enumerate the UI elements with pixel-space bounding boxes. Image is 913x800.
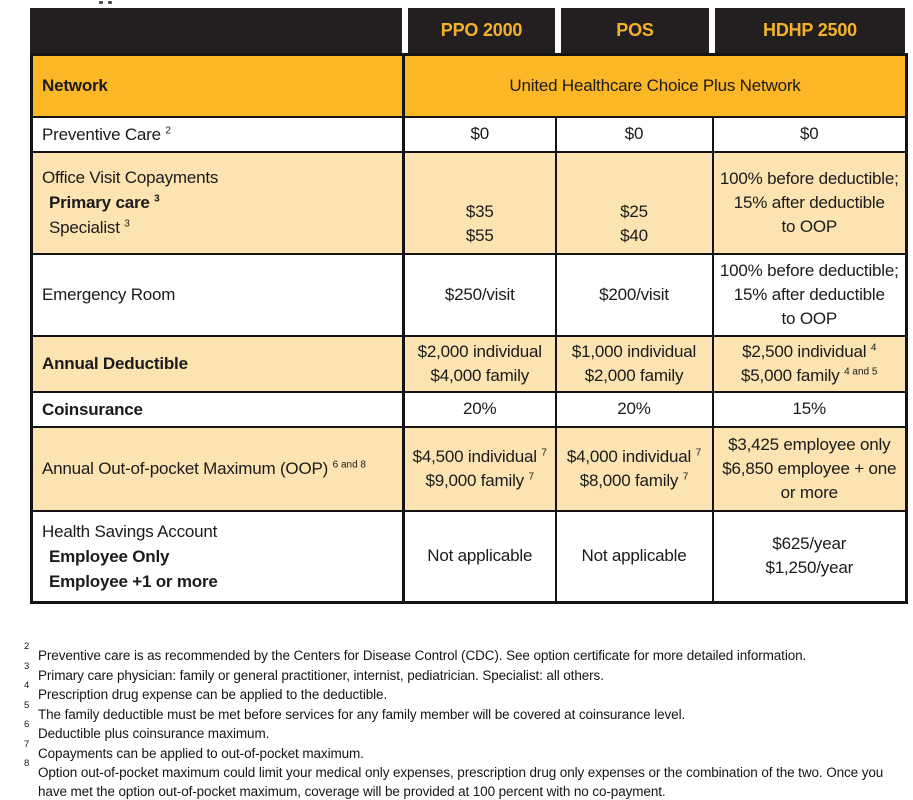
- value-cell: [713, 336, 907, 392]
- value-line: $35: [465, 201, 494, 221]
- footnote-ref: 6 and 8: [332, 459, 366, 471]
- value-cell: [556, 117, 713, 152]
- label-line: Employee +1 or more: [49, 571, 218, 591]
- label-line: Office Visit Copayments: [42, 168, 219, 187]
- footnote-ref: 3: [124, 218, 130, 230]
- value-cell: [556, 336, 713, 392]
- footnote-8: 8 Option out-of-pocket maximum could limit your medical only expenses, prescription drug only expenses or the combination of the two. Once you have met the option out-of-pocket maximum, coverage will be provided at 100 percent with no co-payment.: [24, 758, 884, 799]
- row-emergency-room: [32, 254, 907, 336]
- value-cell: [404, 117, 556, 152]
- row-label: [32, 254, 404, 336]
- label-line: Annual Deductible: [42, 354, 188, 373]
- value-line: $250/visit: [444, 284, 515, 304]
- row-label: [32, 511, 404, 603]
- value-line: $55: [465, 225, 494, 245]
- value-line: 15% after deductible: [733, 284, 885, 304]
- header-ppo-2000: PPO 2000: [408, 8, 555, 53]
- footnote-2: 2 Preventive care is as recommended by the Centers for Disease Control (CDC). See option certificate for more detailed information.: [24, 641, 807, 663]
- value-line: $1,250/year: [765, 558, 854, 578]
- value-line: $5,000 family $^{4 and 5}$: [741, 365, 878, 385]
- plan-comparison-table: [30, 53, 908, 604]
- footnote-ref: 3: [154, 193, 160, 205]
- row-oop-maximum: [32, 427, 907, 511]
- value-line: to OOP: [781, 216, 838, 236]
- row-network: [32, 55, 907, 117]
- label-line: Annual Out-of-pocket Maximum (OOP) $^{6 and 8}$: [42, 459, 366, 478]
- row-annual-deductible: [32, 336, 907, 392]
- row-label: [32, 336, 404, 392]
- value-line: Not applicable: [427, 546, 533, 566]
- value-line: $0: [470, 124, 489, 143]
- footnote-text: Prescription drug expense can be applied to the deductible.: [38, 687, 388, 702]
- value-line: to OOP: [781, 308, 838, 328]
- footnote-text: The family deductible must be met before services for any family member will be covered at coinsurance level.: [38, 706, 686, 722]
- value-line: 100% before deductible;: [719, 168, 899, 188]
- footnote-6: 6 Deductible plus coinsurance maximum.: [24, 719, 270, 741]
- value-line: 15% after deductible: [733, 192, 885, 212]
- footnote-text: Preventive care is as recommended by the Centers for Disease Control (CDC). See option certificate for more detailed information.: [38, 648, 807, 663]
- label-line: Employee Only: [49, 546, 170, 566]
- row-label: [32, 392, 404, 427]
- footnote-text: Primary care physician: family or general practitioner, internist, pediatrician. Specialist: all others.: [38, 667, 604, 683]
- row-health-savings-account: [32, 511, 907, 603]
- value-line: Not applicable: [581, 546, 687, 566]
- value-line: $2,500 individual $^4$: [742, 341, 877, 361]
- value-cell: [556, 392, 713, 427]
- value-line: $0: [800, 124, 819, 143]
- footnote-ref: 7: [528, 470, 535, 482]
- footnote-ref: 2: [165, 124, 171, 136]
- value-cell: [713, 511, 907, 603]
- network-value: United Healthcare Choice Plus Network: [404, 55, 907, 117]
- value-line: $6,850 employee + one: [722, 458, 897, 478]
- row-label: [32, 117, 404, 152]
- row-label: [32, 427, 404, 511]
- value-cell: [713, 392, 907, 427]
- row-coinsurance: [32, 392, 907, 427]
- label-line: Emergency Room: [42, 285, 176, 304]
- value-line: $4,000 individual $^7$: [566, 446, 702, 466]
- value-line: $8,000 family $^7$: [579, 470, 689, 490]
- value-cell: [713, 152, 907, 254]
- footnotes: [22, 641, 904, 800]
- row-office-visit-copayments: [32, 152, 907, 254]
- value-cell: [556, 254, 713, 336]
- row-label: [32, 152, 404, 254]
- value-line: 15%: [792, 399, 826, 418]
- value-cell: [713, 254, 907, 336]
- value-line: 100% before deductible;: [719, 260, 899, 280]
- value-line: 20%: [463, 399, 497, 418]
- value-line: $40: [620, 225, 648, 245]
- label-line: Specialist $^3$: [49, 218, 130, 237]
- value-line: $1,000 individual: [571, 341, 697, 361]
- value-line: $2,000 family: [584, 365, 684, 385]
- footnote-ref: 7: [541, 446, 547, 458]
- value-cell: [556, 511, 713, 603]
- footnote-ref: 4 and 5: [844, 365, 878, 377]
- value-line: $4,500 individual $^7$: [412, 446, 547, 466]
- cropped-text-artifact: [99, 1, 103, 4]
- footnote-text: Option out-of-pocket maximum could limit your medical only expenses, prescription drug only expenses or the combination of the two. Once you have met the option out-of-pocket maximum, coverage will be provided at 100 percent with no co-payment.: [38, 765, 884, 799]
- label-line: Preventive Care $^2$: [42, 124, 171, 144]
- footnote-ref: 7: [695, 446, 702, 458]
- table-header-row: [30, 8, 905, 53]
- footnote-5: 5 The family deductible must be met before services for any family member will be covered at coinsurance level.: [24, 699, 686, 722]
- value-line: $25: [620, 201, 648, 221]
- value-cell: [404, 336, 556, 392]
- value-cell: [556, 427, 713, 511]
- value-line: $625/year: [772, 534, 847, 554]
- footnote-ref: 4: [870, 341, 877, 353]
- value-line: 20%: [617, 399, 651, 418]
- value-cell: [556, 152, 713, 254]
- label-line: Health Savings Account: [42, 521, 218, 541]
- value-cell: [713, 117, 907, 152]
- footnote-ref: 7: [682, 470, 689, 482]
- value-cell: [404, 511, 556, 603]
- footnote-7: 7 Copayments can be applied to out-of-pocket maximum.: [24, 738, 364, 761]
- header-blank-cell: [30, 8, 402, 53]
- value-cell: [404, 254, 556, 336]
- footnote-text: Deductible plus coinsurance maximum.: [38, 726, 270, 741]
- value-line: $0: [624, 124, 644, 143]
- label-line: Primary care $^3$: [49, 193, 160, 212]
- footnote-4: 4 Prescription drug expense can be applied to the deductible.: [24, 680, 388, 702]
- network-label: Network: [32, 55, 404, 117]
- footnote-3: 3 Primary care physician: family or general practitioner, internist, pediatrician. Specialist: all others.: [24, 660, 604, 683]
- header-hdhp-2500: HDHP 2500: [715, 8, 905, 53]
- value-cell: [404, 392, 556, 427]
- value-line: or more: [780, 482, 838, 502]
- header-pos: POS: [561, 8, 709, 53]
- value-line: $4,000 family: [430, 365, 529, 385]
- value-line: $9,000 family $^7$: [425, 470, 535, 490]
- value-line: $2,000 individual: [417, 341, 542, 361]
- footnote-text: Copayments can be applied to out-of-pocket maximum.: [38, 745, 364, 761]
- row-preventive-care: [32, 117, 907, 152]
- label-line: Coinsurance: [42, 399, 143, 419]
- value-line: $200/visit: [599, 284, 669, 304]
- value-line: $3,425 employee only: [728, 434, 891, 454]
- value-cell: [713, 427, 907, 511]
- value-cell: [404, 427, 556, 511]
- value-cell: [404, 152, 556, 254]
